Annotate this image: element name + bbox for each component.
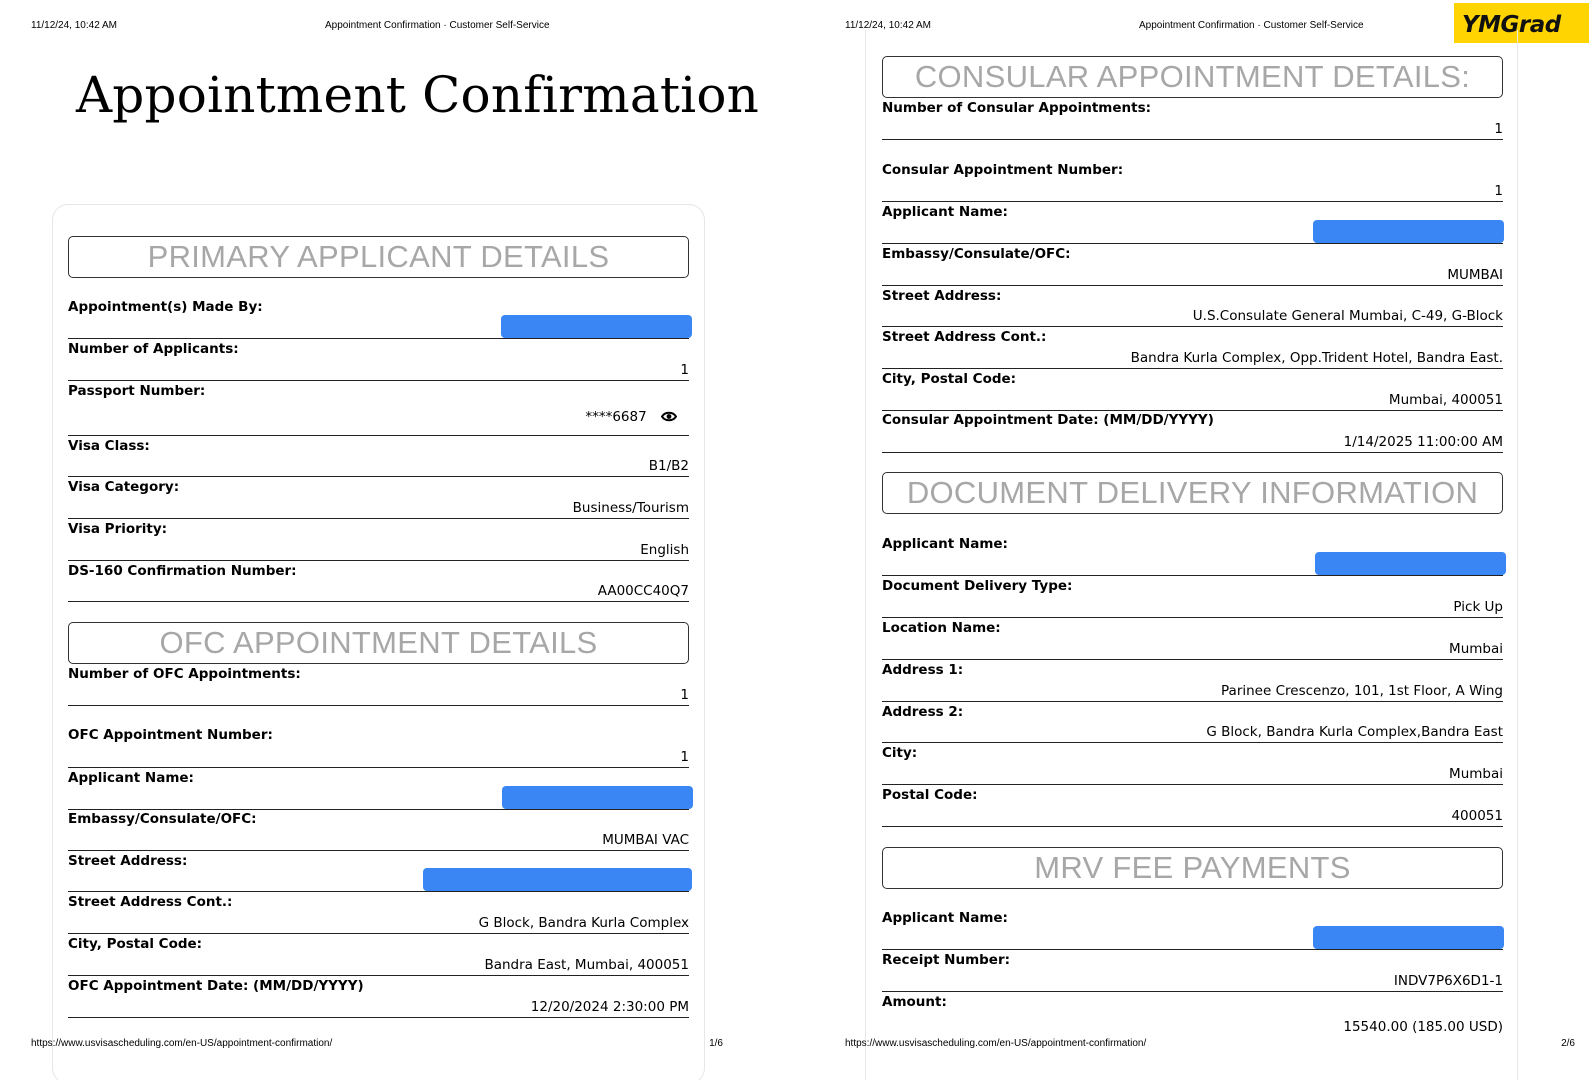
field-label: OFC Appointment Number: <box>68 727 273 743</box>
field-label: Location Name: <box>882 620 1001 636</box>
print-datetime: 11/12/24, 10:42 AM <box>845 20 931 31</box>
field-address-2 <box>882 704 1503 743</box>
field-ds160-number <box>68 563 689 602</box>
field-consular-street-address <box>882 288 1503 327</box>
field-value: G Block, Bandra Kurla Complex,Bandra East <box>1206 724 1503 740</box>
field-label: Postal Code: <box>882 787 978 803</box>
field-receipt-number <box>882 952 1503 992</box>
field-value: Parinee Crescenzo, 101, 1st Floor, A Wing <box>1221 683 1503 699</box>
print-title: Appointment Confirmation · Customer Self-Service <box>325 20 550 31</box>
print-datetime: 11/12/24, 10:42 AM <box>31 20 117 31</box>
field-consular-applicant-name <box>882 204 1503 244</box>
field-ofc-street-address <box>68 853 689 892</box>
field-label: Visa Class: <box>68 438 150 454</box>
field-ofc-appointment-date <box>68 978 689 1018</box>
field-label: Street Address: <box>68 853 188 869</box>
field-value: B1/B2 <box>648 458 689 474</box>
field-value: Bandra East, Mumbai, 400051 <box>484 957 689 973</box>
field-label: Number of Applicants: <box>68 341 239 357</box>
logo-text: YMGrad <box>1462 12 1561 38</box>
page-header <box>31 20 764 34</box>
field-location-name <box>882 620 1503 660</box>
print-title: Appointment Confirmation · Customer Self-Service <box>1139 20 1364 31</box>
field-value: 400051 <box>1451 808 1503 824</box>
field-label: Document Delivery Type: <box>882 578 1073 594</box>
field-value: Business/Tourism <box>572 500 689 516</box>
field-number-of-consular-appointments <box>882 100 1503 140</box>
page-footer <box>31 1038 764 1052</box>
field-visa-priority <box>68 521 689 561</box>
field-value: Bandra Kurla Complex, Opp.Trident Hotel, Bandra East. <box>1130 350 1503 366</box>
field-label: Street Address Cont.: <box>68 894 233 910</box>
field-amount <box>882 994 1503 1035</box>
field-label: Applicant Name: <box>882 910 1008 926</box>
field-value: 1 <box>1494 121 1503 137</box>
field-label: City, Postal Code: <box>882 371 1017 387</box>
field-number-of-applicants <box>68 341 689 381</box>
field-ofc-street-address-cont <box>68 894 689 934</box>
field-label: Applicant Name: <box>882 204 1008 220</box>
redacted-value <box>1313 926 1504 949</box>
redacted-value <box>423 868 692 891</box>
field-label: Appointment(s) Made By: <box>68 299 263 315</box>
field-label: Embassy/Consulate/OFC: <box>68 811 257 827</box>
field-label: Number of Consular Appointments: <box>882 100 1151 116</box>
field-label: OFC Appointment Date: (MM/DD/YYYY) <box>68 978 364 994</box>
primary-applicant-heading: PRIMARY APPLICANT DETAILS <box>68 236 689 278</box>
page-number: 1/6 <box>709 1038 723 1049</box>
field-label: DS-160 Confirmation Number: <box>68 563 297 579</box>
field-label: Consular Appointment Date: (MM/DD/YYYY) <box>882 412 1214 428</box>
redacted-value <box>501 315 692 338</box>
page-number: 2/6 <box>1561 1038 1575 1049</box>
field-label: Embassy/Consulate/OFC: <box>882 246 1071 262</box>
field-ofc-city-postal <box>68 936 689 976</box>
field-ofc-embassy <box>68 811 689 851</box>
field-address-1 <box>882 662 1503 702</box>
page-title: Appointment Confirmation <box>76 66 760 124</box>
redacted-value <box>1315 552 1506 575</box>
field-value: 15540.00 (185.00 USD) <box>1343 1019 1503 1035</box>
redacted-value <box>1313 220 1504 243</box>
document-delivery-heading: DOCUMENT DELIVERY INFORMATION <box>882 472 1503 514</box>
field-value: Mumbai, 400051 <box>1388 392 1503 408</box>
field-consular-appointment-number <box>882 162 1503 202</box>
field-label: Amount: <box>882 994 947 1010</box>
field-label: Street Address: <box>882 288 1002 304</box>
field-consular-embassy <box>882 246 1503 286</box>
ofc-appointment-heading: OFC APPOINTMENT DETAILS <box>68 622 689 664</box>
field-label: Receipt Number: <box>882 952 1011 968</box>
field-value: 12/20/2024 2:30:00 PM <box>530 999 689 1015</box>
mrv-fee-heading: MRV FEE PAYMENTS <box>882 847 1503 889</box>
field-value: AA00CC40Q7 <box>597 583 689 599</box>
field-value: MUMBAI VAC <box>602 832 689 848</box>
field-label: Address 2: <box>882 704 964 720</box>
field-label: Street Address Cont.: <box>882 329 1047 345</box>
field-value: Pick Up <box>1453 599 1503 615</box>
field-label: Visa Priority: <box>68 521 168 537</box>
field-value: G Block, Bandra Kurla Complex <box>478 915 689 931</box>
field-ofc-applicant-name <box>68 770 689 810</box>
field-visa-category <box>68 479 689 519</box>
field-value: English <box>640 542 689 558</box>
field-value: ****6687 <box>585 409 647 425</box>
field-mrv-applicant-name <box>882 910 1503 950</box>
field-value: U.S.Consulate General Mumbai, C-49, G-Block <box>1192 308 1503 324</box>
field-delivery-applicant-name <box>882 536 1503 576</box>
field-label: City, Postal Code: <box>68 936 203 952</box>
page-2 <box>814 0 1589 1080</box>
passport-value-wrap <box>585 409 677 425</box>
eye-icon[interactable] <box>661 410 677 421</box>
field-delivery-type <box>882 578 1503 618</box>
field-value: 1 <box>680 749 689 765</box>
field-visa-class <box>68 438 689 477</box>
field-value: 1 <box>680 362 689 378</box>
field-value: MUMBAI <box>1447 267 1503 283</box>
field-label: Applicant Name: <box>68 770 194 786</box>
field-passport-number <box>68 383 689 436</box>
field-consular-street-address-cont <box>882 329 1503 369</box>
field-label: Address 1: <box>882 662 964 678</box>
field-ofc-appointment-number <box>68 727 689 768</box>
field-value: INDV7P6X6D1-1 <box>1393 973 1503 989</box>
field-city <box>882 745 1503 785</box>
page-footer <box>845 1038 1578 1052</box>
field-label: City: <box>882 745 918 761</box>
field-value: 1/14/2025 11:00:00 AM <box>1343 434 1503 450</box>
field-value: Mumbai <box>1449 766 1503 782</box>
field-value: 1 <box>1494 183 1503 199</box>
field-label: Number of OFC Appointments: <box>68 666 301 682</box>
field-appointment-made-by <box>68 299 689 339</box>
print-url: https://www.usvisascheduling.com/en-US/appointment-confirmation/ <box>845 1038 1147 1049</box>
field-label: Applicant Name: <box>882 536 1008 552</box>
redacted-value <box>502 786 693 809</box>
field-value: 1 <box>680 687 689 703</box>
field-consular-city-postal <box>882 371 1503 411</box>
field-label: Passport Number: <box>68 383 206 399</box>
field-postal-code <box>882 787 1503 827</box>
field-value: Mumbai <box>1449 641 1503 657</box>
field-number-of-ofc-appointments <box>68 666 689 706</box>
field-consular-appointment-date <box>882 412 1503 453</box>
print-url: https://www.usvisascheduling.com/en-US/appointment-confirmation/ <box>31 1038 333 1049</box>
field-label: Visa Category: <box>68 479 180 495</box>
field-label: Consular Appointment Number: <box>882 162 1124 178</box>
consular-appointment-heading: CONSULAR APPOINTMENT DETAILS: <box>882 56 1503 98</box>
